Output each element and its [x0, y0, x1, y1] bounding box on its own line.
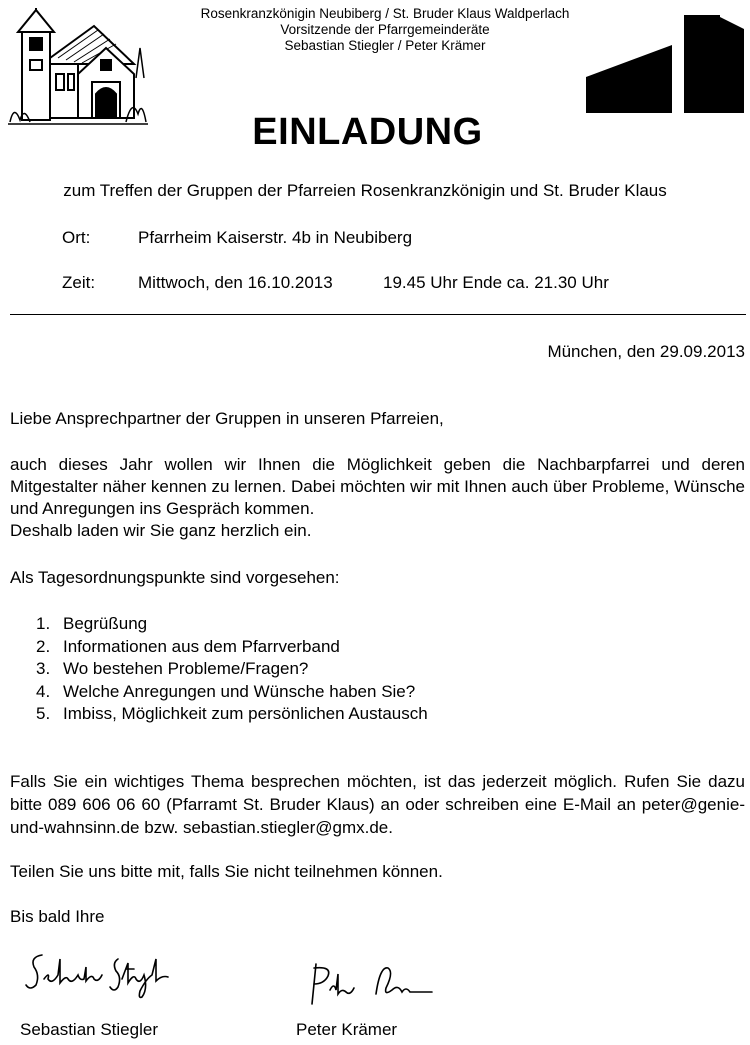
time-hours: 19.45 Uhr Ende ca. 21.30 Uhr	[383, 273, 609, 292]
signature-stiegler	[22, 945, 172, 1003]
agenda-list	[36, 613, 428, 726]
subtitle: zum Treffen der Gruppen der Pfarreien Rosenkranzkönigin und St. Bruder Klaus	[63, 181, 667, 200]
signature-kraemer	[306, 960, 436, 1010]
list-item: 4. Welche Anregungen und Wünsche haben Sie?	[36, 681, 416, 701]
letterhead-role: Vorsitzende der Pfarrgemeinderäte	[280, 22, 490, 37]
time-date: Mittwoch, den 16.10.2013	[138, 273, 333, 292]
signatory-name-stiegler: Sebastian Stiegler	[20, 1020, 158, 1039]
page-title: EINLADUNG	[252, 111, 483, 153]
topic-note: Falls Sie ein wichtiges Thema besprechen möchten, ist das jederzeit möglich. Rufen Sie dazu bitte 089 606 06 60 (Pfarramt St. Bruder Klaus) an oder schreiben eine E-Mail an peter@genie-und-wahnsinn.de bzw. sebastian.stiegler@gmx.de.	[10, 772, 745, 837]
intro-paragraph: auch dieses Jahr wollen wir Ihnen die Möglichkeit geben die Nachbarpfarrei und deren Mitgestalter näher kennen zu lernen. Dabei möchten wir mit Ihnen auch über Probleme, Wünsche und Anregungen ins Gespräch kommen.	[10, 455, 745, 518]
signatory-name-kraemer: Peter Krämer	[296, 1020, 398, 1039]
letterhead-parishes: Rosenkranzkönigin Neubiberg / St. Bruder Klaus Waldperlach	[200, 6, 570, 21]
intro-invitation: Deshalb laden wir Sie ganz herzlich ein.	[10, 521, 312, 540]
absence-note: Teilen Sie uns bitte mit, falls Sie nicht teilnehmen können.	[10, 862, 443, 881]
list-item: 5. Imbiss, Möglichkeit zum persönlichen Austausch	[36, 704, 428, 723]
time-label: Zeit:	[62, 273, 96, 292]
list-item: 1. Begrüßung	[36, 614, 148, 633]
closing: Bis bald Ihre	[10, 907, 105, 926]
place-label: Ort:	[62, 228, 91, 247]
salutation: Liebe Ansprechpartner der Gruppen in unseren Pfarreien,	[10, 409, 444, 428]
place-value: Pfarrheim Kaiserstr. 4b in Neubiberg	[138, 228, 413, 247]
list-item: 2. Informationen aus dem Pfarrverband	[36, 636, 340, 656]
list-item: 3. Wo bestehen Probleme/Fragen?	[36, 659, 309, 678]
agenda-intro: Als Tagesordnungspunkte sind vorgesehen:	[10, 568, 340, 587]
letterhead-names: Sebastian Stiegler / Peter Krämer	[284, 38, 486, 53]
letterhead	[150, 6, 620, 54]
letter-date: München, den 29.09.2013	[547, 342, 745, 361]
divider	[10, 314, 746, 315]
